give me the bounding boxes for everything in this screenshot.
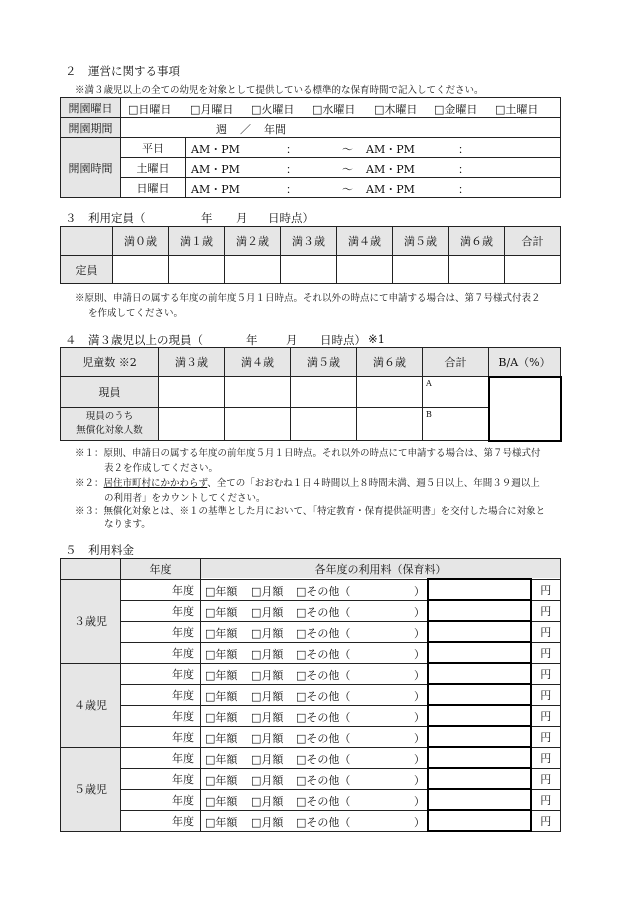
fee-option-monthly: □月額 [251,752,284,766]
fee-options [201,665,427,683]
period-label: 開園期間 [61,118,121,138]
fee-unit: 円 [531,642,561,663]
section4-note3-cont: なります。 [104,519,151,530]
fee-option-paren-close: ） [414,689,425,703]
fee-option-other: □その他（ [296,773,351,787]
fee-option-other: □その他（ [296,815,351,829]
enrollment-col-total: 合計 [423,348,489,377]
fee-year-label: 年度 [121,705,201,726]
hours-time-fields [186,139,560,157]
total-mark-a: A [426,378,432,388]
fee-option-annual: □年額 [205,689,238,703]
fee-row [61,579,561,600]
fee-options [201,812,427,830]
section4-heading: ４ 満３歳児以上の現員（ [65,333,203,347]
start-colon: ： [286,182,297,196]
fee-option-monthly: □月額 [251,605,284,619]
fee-row [61,810,561,831]
fee-year-label: 年度 [121,726,201,747]
section4-note1-cont: 表２を作成してください。 [104,463,219,474]
enrollment-cell [159,377,225,408]
total-mark-b: B [426,409,432,419]
capacity-row-label: 定員 [61,256,113,284]
fee-option-annual: □年額 [205,773,238,787]
period-year: 年間 [264,122,286,136]
fee-options-cell [201,789,428,810]
fee-option-other: □その他（ [296,752,351,766]
hours-time-fields [186,179,560,197]
fee-option-annual: □年額 [205,584,238,598]
fee-option-monthly: □月額 [251,668,284,682]
fee-options [201,686,427,704]
fee-options [201,602,427,620]
fee-options-cell [201,621,428,642]
section3-note-line1: ※原則、申請日の属する年度の前年度５月１日時点。それ以外の時点にて申請する場合は、第７号様式付表２ [75,293,541,304]
fee-options [201,791,427,809]
fee-option-annual: □年額 [205,815,238,829]
fee-option-monthly: □月額 [251,626,284,640]
fee-option-other: □その他（ [296,689,351,703]
day-checkbox-saturday: □土曜日 [495,102,539,116]
enrollment-total-cell [423,377,489,408]
fee-option-other: □その他（ [296,647,351,661]
start-ampm: AM・PM [191,142,240,156]
fee-row [61,747,561,768]
capacity-cell [337,256,393,284]
hours-label: 開園時間 [61,138,121,198]
fee-amount-box [428,705,531,726]
enrollment-cell [357,377,423,408]
end-ampm: AM・PM [366,162,415,176]
section4-note3 [75,503,545,517]
fee-amount-box [428,810,531,831]
fee-unit: 円 [531,789,561,810]
range-tilde: ～ [342,182,353,196]
fee-option-paren-close: ） [414,668,425,682]
fee-year-label: 年度 [121,789,201,810]
fee-option-paren-close: ） [414,584,425,598]
fee-option-other: □その他（ [296,605,351,619]
enrollment-row-free [61,408,561,441]
fee-option-monthly: □月額 [251,584,284,598]
fee-option-paren-close: ） [414,626,425,640]
day-checkbox-sunday: □日曜日 [128,102,172,116]
note-underlined-text: 居住市町村にかかわらず [103,478,208,489]
fee-option-annual: □年額 [205,710,238,724]
fee-option-paren-close: ） [414,605,425,619]
fee-year-label: 年度 [121,768,201,789]
fee-option-annual: □年額 [205,794,238,808]
fee-unit: 円 [531,663,561,684]
fee-option-paren-close: ） [414,710,425,724]
period-slash: ／ [240,122,251,136]
section4-note2-cont: の利用者」をカウントしてください。 [104,493,266,504]
section3-note-line2: を作成してください。 [88,308,184,319]
hours-row-weekday [61,138,561,158]
fee-col-amount: 各年度の利用料（保育料） [201,559,561,580]
age-group-label: ４歳児 [61,663,121,747]
range-tilde: ～ [342,162,353,176]
days-row [61,98,561,118]
capacity-cell [113,256,169,284]
enrollment-row-label-line1: 現員のうち [85,411,134,422]
enrollment-row-label [61,408,159,441]
age-group-label: ５歳児 [61,747,121,831]
hours-time-cell [186,178,561,198]
fee-option-annual: □年額 [205,731,238,745]
fee-amount-box [428,642,531,663]
enrollment-cell [225,377,291,408]
capacity-cell [393,256,449,284]
fee-option-monthly: □月額 [251,794,284,808]
capacity-cell [225,256,281,284]
enrollment-col-ratio: B/A（%） [489,348,561,377]
period-options [121,119,560,137]
fee-option-monthly: □月額 [251,731,284,745]
period-week: 週 [216,122,227,136]
fee-unit: 円 [531,705,561,726]
section2-note: ※満３歳児以上の全ての幼児を対象として提供している標準的な保育時間で記入してください。 [75,85,484,96]
section3-heading-month: 月 [236,211,248,225]
fee-options-cell [201,810,428,831]
capacity-data-row [61,256,561,284]
enrollment-cell [225,408,291,441]
fee-unit: 円 [531,579,561,600]
fee-table-body [61,579,561,831]
fee-col-year: 年度 [121,559,201,580]
enrollment-row-label-text: 現員 [98,386,121,399]
fee-option-other: □その他（ [296,668,351,682]
start-colon: ： [286,142,297,156]
day-checkbox-thursday: □木曜日 [374,102,418,116]
ratio-box [489,377,561,441]
end-colon: ： [458,182,469,196]
fee-options-cell [201,705,428,726]
section2-heading: ２ 運営に関する事項 [65,64,180,78]
section4-heading-month: 月 [286,333,298,347]
fee-option-paren-close: ） [414,752,425,766]
fee-options [201,644,427,662]
fee-year-label: 年度 [121,663,201,684]
start-ampm: AM・PM [191,162,240,176]
fee-row [61,684,561,705]
fee-unit: 円 [531,768,561,789]
fee-year-label: 年度 [121,600,201,621]
fee-row [61,663,561,684]
range-tilde: ～ [342,142,353,156]
start-ampm: AM・PM [191,182,240,196]
days-options-cell [121,98,561,118]
enrollment-header-row [61,348,561,377]
age-group-label: ３歳児 [61,579,121,663]
fee-row [61,621,561,642]
fee-year-label: 年度 [121,684,201,705]
enrollment-col-age6: 満６歳 [357,348,423,377]
fee-option-annual: □年額 [205,626,238,640]
note-text: 無償化対象とは、※１の基準とした月において、「特定教育・保育提供証明書」を交付した場合に対象と [103,506,546,517]
end-colon: ： [458,142,469,156]
enrollment-col-age5: 満５歳 [291,348,357,377]
fee-option-annual: □年額 [205,668,238,682]
day-checkbox-tuesday: □火曜日 [251,102,295,116]
fee-row [61,726,561,747]
capacity-corner-cell [61,227,113,256]
fee-options-cell [201,747,428,768]
section3-heading-day: 日時点） [268,211,314,225]
section4-heading-year: 年 [246,333,258,347]
fee-option-paren-close: ） [414,773,425,787]
fee-option-other: □その他（ [296,794,351,808]
note-text: 、全ての「おおむね１日４時間以上８時間未満、週５日以上、年間３９週以上 [207,478,540,489]
section4-note1 [75,445,541,459]
hours-row-saturday [61,158,561,178]
enrollment-total-box [423,409,488,440]
hours-day-label: 日曜日 [121,178,186,198]
start-colon: ： [286,162,297,176]
capacity-col-total: 合計 [505,227,561,256]
capacity-cell [449,256,505,284]
end-colon: ： [458,162,469,176]
enrollment-cell [291,408,357,441]
fee-row [61,600,561,621]
enrollment-cell [159,408,225,441]
capacity-col-age2: 満２歳 [225,227,281,256]
fee-option-paren-close: ） [414,647,425,661]
fee-corner-cell [61,559,121,580]
enrollment-col-age3: 満３歳 [159,348,225,377]
fee-year-label: 年度 [121,579,201,600]
day-checkbox-monday: □月曜日 [190,102,234,116]
fee-unit: 円 [531,600,561,621]
note-marker: ※１： [75,448,104,459]
note-marker: ※３： [75,506,104,517]
section4-heading-ref: ※1 [368,332,385,346]
fee-options [201,749,427,767]
fee-option-paren-close: ） [414,794,425,808]
enrollment-total-cell [423,408,489,441]
fee-options-cell [201,663,428,684]
days-options [121,99,560,117]
fee-option-other: □その他（ [296,626,351,640]
fee-year-label: 年度 [121,810,201,831]
section5-heading: ５ 利用料金 [65,543,134,557]
capacity-cell [281,256,337,284]
fee-option-other: □その他（ [296,731,351,745]
fee-option-other: □その他（ [296,710,351,724]
enrollment-col-age4: 満４歳 [225,348,291,377]
section4-heading-day: 日時点） [320,333,366,347]
fee-amount-box [428,600,531,621]
end-ampm: AM・PM [366,182,415,196]
end-ampm: AM・PM [366,142,415,156]
fee-unit: 円 [531,684,561,705]
note-text: 原則、申請日の属する年度の前年度５月１日時点。それ以外の時点にて申請する場合は、第７号様式付 [103,448,541,459]
fee-options [201,728,427,746]
fee-options-cell [201,642,428,663]
fee-row [61,642,561,663]
fee-unit: 円 [531,621,561,642]
fee-row [61,789,561,810]
day-checkbox-wednesday: □水曜日 [312,102,356,116]
fee-amount-box [428,768,531,789]
fee-amount-box [428,663,531,684]
fee-option-other: □その他（ [296,584,351,598]
fee-options-cell [201,600,428,621]
capacity-table [60,226,561,284]
enrollment-cell [357,408,423,441]
enrollment-table [60,347,562,442]
fee-option-monthly: □月額 [251,647,284,661]
fee-option-annual: □年額 [205,605,238,619]
fee-year-label: 年度 [121,747,201,768]
fee-amount-box [428,726,531,747]
capacity-cell [169,256,225,284]
fee-option-monthly: □月額 [251,689,284,703]
fee-unit: 円 [531,747,561,768]
enrollment-row-label-line2: 無償化対象人数 [76,425,143,436]
fee-amount-box [428,579,531,600]
days-label: 開園曜日 [61,98,121,118]
fee-row [61,768,561,789]
section3-heading-year: 年 [201,211,213,225]
capacity-col-age5: 満５歳 [393,227,449,256]
fee-option-annual: □年額 [205,752,238,766]
hours-day-label: 平日 [121,138,186,158]
enrollment-cell [291,377,357,408]
fee-option-monthly: □月額 [251,773,284,787]
enrollment-row-current [61,377,561,408]
hours-row-sunday [61,178,561,198]
capacity-header-row [61,227,561,256]
fee-option-monthly: □月額 [251,815,284,829]
fee-row [61,705,561,726]
fee-option-annual: □年額 [205,647,238,661]
section3-heading: ３ 利用定員（ [65,211,146,225]
fee-option-paren-close: ） [414,815,425,829]
fee-options [201,581,427,599]
hours-time-fields [186,159,560,177]
hours-day-label: 土曜日 [121,158,186,178]
enrollment-row-label [61,377,159,408]
capacity-col-age6: 満６歳 [449,227,505,256]
enrollment-total-box [423,378,488,407]
fee-header-row [61,559,561,580]
fee-amount-box [428,621,531,642]
hours-time-cell [186,138,561,158]
operation-table [60,97,561,198]
section4-note2 [75,475,540,489]
fee-table [60,558,561,832]
enrollment-header-label: 児童数 ※2 [61,348,159,377]
fee-options [201,770,427,788]
fee-amount-box [428,789,531,810]
fee-amount-box [428,684,531,705]
fee-options-cell [201,768,428,789]
fee-options-cell [201,579,428,600]
fee-option-paren-close: ） [414,731,425,745]
capacity-col-age4: 満４歳 [337,227,393,256]
fee-options [201,707,427,725]
fee-year-label: 年度 [121,642,201,663]
capacity-cell [505,256,561,284]
fee-unit: 円 [531,810,561,831]
day-checkbox-friday: □金曜日 [434,102,478,116]
fee-options-cell [201,684,428,705]
fee-options-cell [201,726,428,747]
capacity-col-age1: 満１歳 [169,227,225,256]
fee-unit: 円 [531,726,561,747]
fee-year-label: 年度 [121,621,201,642]
hours-time-cell [186,158,561,178]
note-marker: ※２： [75,478,104,489]
fee-option-monthly: □月額 [251,710,284,724]
period-row [61,118,561,138]
fee-amount-box [428,747,531,768]
capacity-col-age3: 満３歳 [281,227,337,256]
period-cell [121,118,561,138]
capacity-col-age0: 満０歳 [113,227,169,256]
fee-options [201,623,427,641]
